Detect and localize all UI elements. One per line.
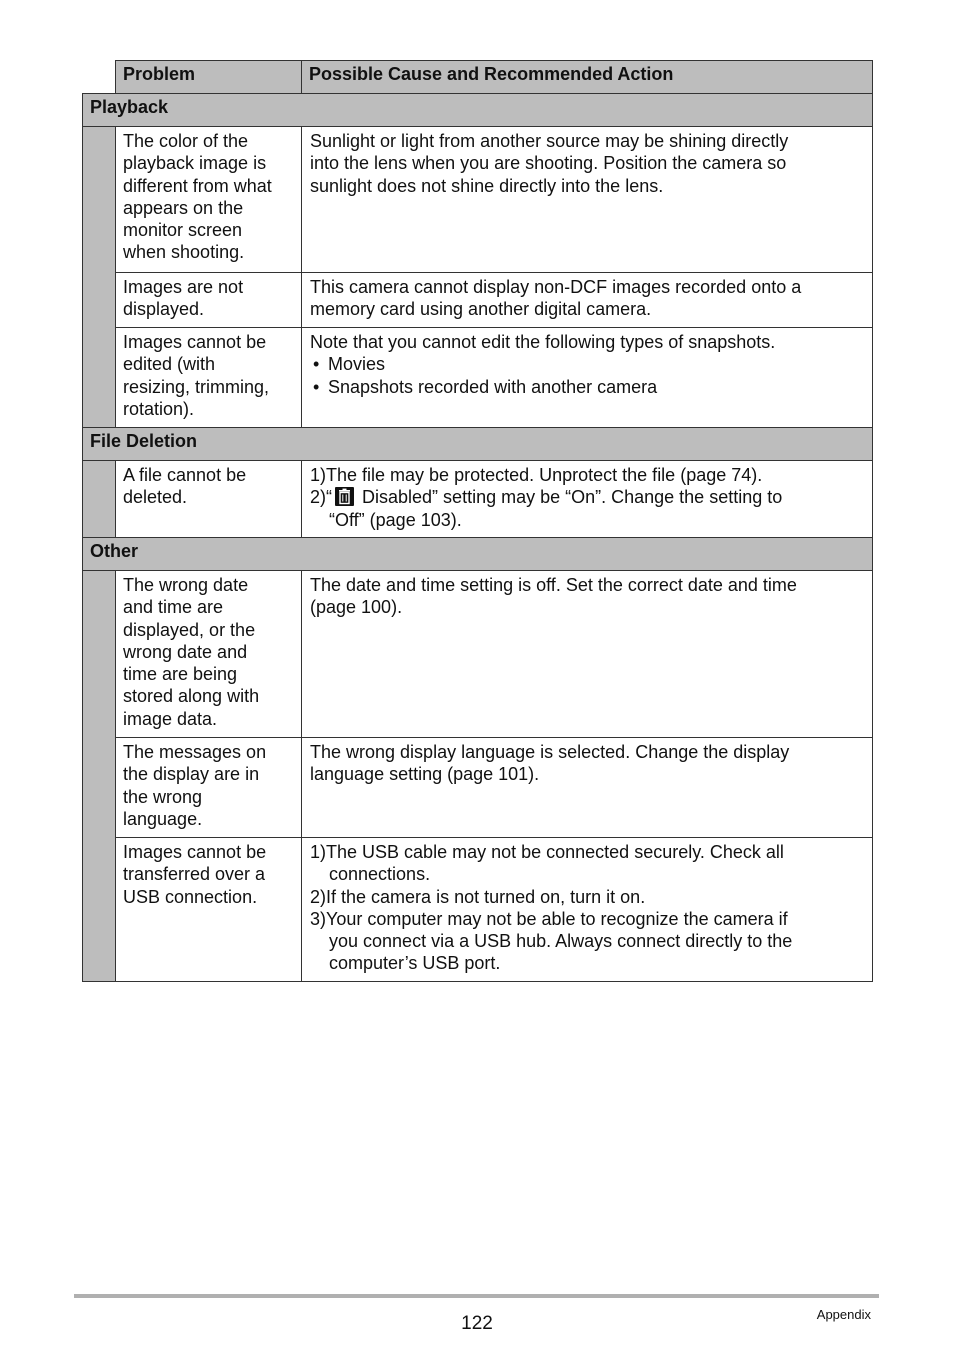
section-title: Other [83, 538, 873, 571]
problem-text: the wrong [123, 786, 203, 807]
footer-rule [74, 1294, 879, 1298]
section-sidebar [83, 571, 116, 982]
item-number: 3) [310, 908, 327, 929]
problem-text: A file cannot be [123, 465, 247, 485]
problem-text: and time are [123, 597, 224, 618]
numbered-item [310, 841, 864, 886]
trash-icon [335, 487, 354, 506]
problem-text: playback image is [123, 153, 267, 174]
header-cause: Possible Cause and Recommended Action [302, 61, 873, 94]
problem-text: Images cannot be [123, 332, 267, 352]
page-number: 122 [461, 1313, 493, 1334]
numbered-item [310, 486, 864, 531]
item-text: Your computer may not be able to recognize the camera if [326, 908, 788, 929]
bullet-dot: • [313, 376, 320, 397]
action-text: into the lens when you are shooting. Position the camera so [310, 153, 787, 174]
item-text: “ [326, 487, 333, 508]
action-text: language setting (page 101). [310, 764, 540, 785]
action-cell [302, 571, 873, 738]
problem-text: deleted. [123, 487, 188, 508]
problem-text: the display are in [123, 764, 260, 785]
header-problem: Problem [116, 61, 302, 94]
action-text: Sunlight or light from another source may be shining directly [310, 131, 789, 151]
numbered-item [310, 908, 864, 975]
item-text: The USB cable may not be connected securely. Check all [326, 842, 784, 862]
item-text: The file may be protected. Unprotect the file (page 74). [326, 465, 763, 485]
item-number: 1) [310, 465, 327, 485]
section-title: File Deletion [83, 428, 873, 461]
problem-text: The wrong date [123, 575, 249, 595]
problem-text: image data. [123, 708, 218, 729]
action-text: memory card using another digital camera. [310, 299, 652, 320]
problem-text: displayed. [123, 299, 205, 320]
section-row-file-deletion [83, 428, 873, 461]
table-row [83, 328, 873, 428]
action-text: The date and time setting is off. Set the correct date and time [310, 575, 797, 595]
problem-text: different from what [123, 175, 272, 196]
problem-cell [116, 273, 302, 328]
problem-cell [116, 738, 302, 838]
action-cell [302, 273, 873, 328]
action-cell [302, 328, 873, 428]
section-title: Playback [83, 94, 873, 127]
problem-text: wrong date and [123, 641, 248, 662]
problem-text: stored along with [123, 686, 260, 707]
troubleshooting-table [82, 60, 873, 982]
action-cell [302, 738, 873, 838]
table-row [83, 571, 873, 738]
action-text: (page 100). [310, 597, 403, 618]
problem-text: Images cannot be [123, 842, 267, 862]
action-text: This camera cannot display non-DCF images recorded onto a [310, 277, 802, 297]
problem-text: displayed, or the [123, 619, 256, 640]
numbered-item [310, 886, 864, 908]
table-row [83, 461, 873, 538]
bullet-item [310, 376, 864, 398]
item-text: If the camera is not turned on, turn it on. [326, 886, 646, 907]
problem-cell [116, 461, 302, 538]
action-cell [302, 461, 873, 538]
item-number: 1) [310, 842, 327, 862]
action-text: The wrong display language is selected. Change the display [310, 742, 790, 762]
bullet-text: Snapshots recorded with another camera [328, 376, 658, 397]
item-number: 2) [310, 886, 327, 907]
problem-text: when shooting. [123, 242, 245, 263]
problem-text: rotation). [123, 398, 195, 419]
bullet-item [310, 353, 864, 375]
problem-text: The color of the [123, 131, 249, 151]
bullet-dot: • [313, 354, 320, 375]
table-row [83, 273, 873, 328]
table-row [83, 838, 873, 982]
action-cell [302, 127, 873, 273]
item-text: “Off” (page 103). [329, 509, 462, 530]
problem-text: monitor screen [123, 220, 243, 241]
problem-cell [116, 838, 302, 982]
item-text: Disabled” setting may be “On”. Change the setting to [357, 487, 783, 508]
bullet-text: Movies [328, 354, 386, 375]
problem-text: The messages on [123, 742, 267, 762]
problem-text: appears on the [123, 197, 244, 218]
section-sidebar [83, 461, 116, 538]
section-sidebar [83, 127, 116, 428]
problem-text: transferred over a [123, 864, 266, 885]
problem-cell [116, 127, 302, 273]
problem-text: edited (with [123, 354, 216, 375]
problem-text: Images are not [123, 277, 244, 297]
action-text: Note that you cannot edit the following types of snapshots. [310, 332, 776, 352]
table-header-row [83, 61, 873, 94]
item-text: connections. [329, 864, 431, 885]
problem-cell [116, 328, 302, 428]
problem-text: time are being [123, 664, 238, 685]
table-row [83, 127, 873, 273]
action-cell [302, 838, 873, 982]
item-text: computer’s USB port. [329, 953, 501, 974]
problem-cell [116, 571, 302, 738]
problem-text: resizing, trimming, [123, 376, 270, 397]
footer-section-label: Appendix [816, 1307, 871, 1322]
numbered-item [310, 464, 864, 486]
problem-text: USB connection. [123, 886, 258, 907]
section-row-other [83, 538, 873, 571]
item-text: you connect via a USB hub. Always connect directly to the [329, 931, 793, 952]
section-row-playback [83, 94, 873, 127]
item-number: 2) [310, 487, 327, 508]
table-row [83, 738, 873, 838]
problem-text: language. [123, 808, 203, 829]
header-spacer [83, 61, 116, 94]
action-text: sunlight does not shine directly into the lens. [310, 175, 664, 196]
